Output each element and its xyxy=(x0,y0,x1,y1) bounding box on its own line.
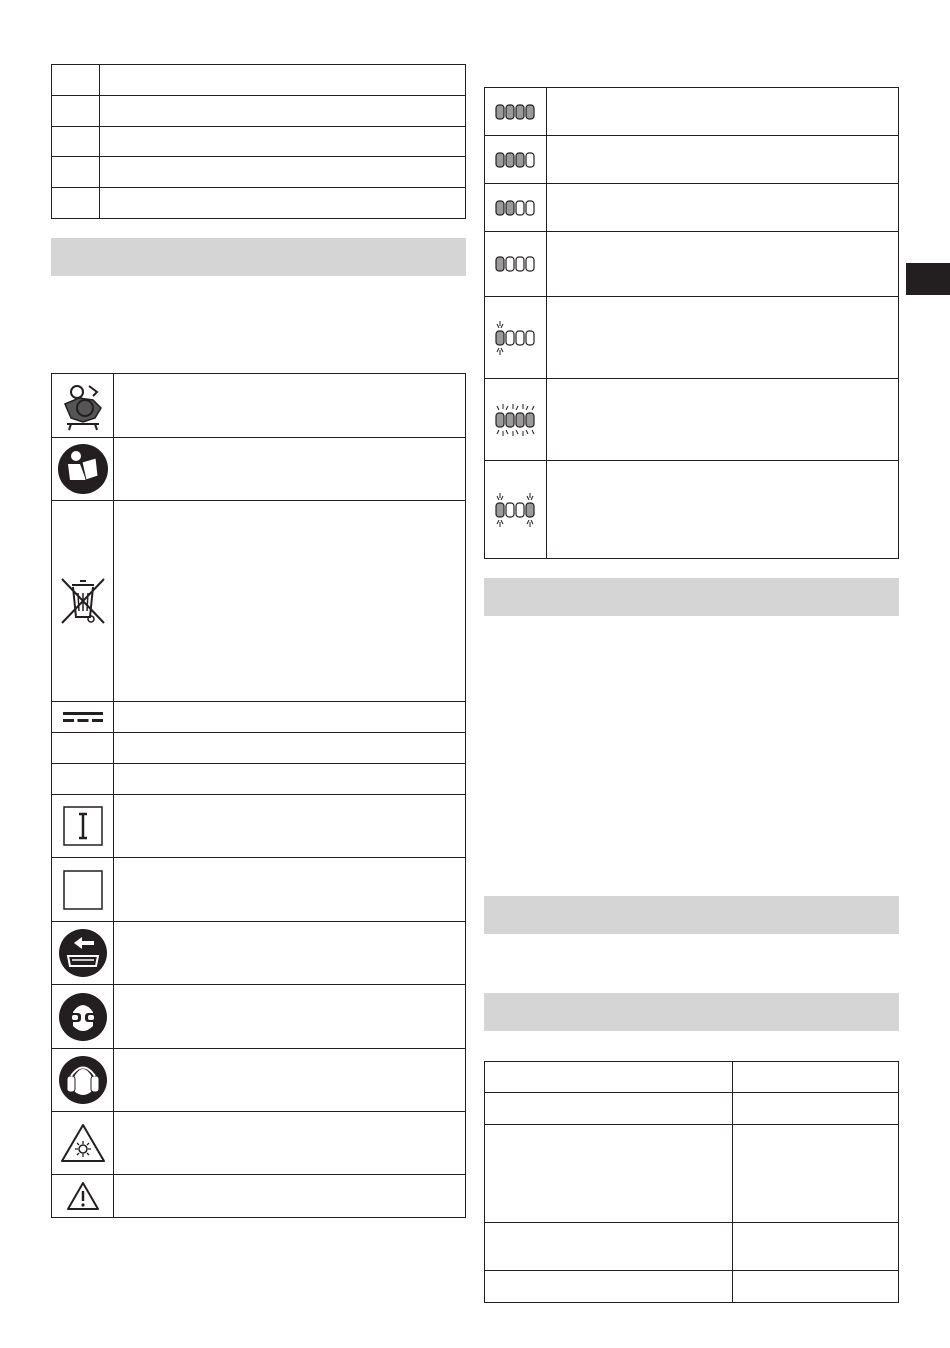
battery-indicator-table xyxy=(484,87,899,559)
section-heading-bar xyxy=(51,238,466,276)
battery-2-lit-icon xyxy=(485,184,547,232)
table-row xyxy=(52,858,466,922)
table-row xyxy=(485,136,899,184)
spec-value xyxy=(733,1062,899,1093)
spec-label xyxy=(485,1093,733,1125)
language-tab-marker xyxy=(906,263,950,295)
table-row xyxy=(52,985,466,1049)
symbol-description xyxy=(114,858,466,922)
table-row xyxy=(52,922,466,985)
battery-3-lit-icon xyxy=(485,136,547,184)
table-row xyxy=(52,157,466,188)
table-row xyxy=(52,188,466,219)
table-row xyxy=(485,184,899,232)
spec-label xyxy=(485,1062,733,1093)
table-cell xyxy=(100,157,466,188)
read-manual-icon xyxy=(52,438,114,501)
table-cell xyxy=(100,65,466,96)
symbol-description xyxy=(114,1175,466,1218)
battery-all-blinking-icon xyxy=(485,379,547,461)
general-warning-icon xyxy=(52,1175,114,1218)
power-on-switch-icon xyxy=(52,795,114,858)
table-row xyxy=(485,379,899,461)
table-row xyxy=(52,65,466,96)
table-cell xyxy=(52,127,100,157)
table-row xyxy=(52,127,466,157)
battery-state-description xyxy=(547,88,899,136)
battery-1-lit-icon xyxy=(485,232,547,297)
symbol-description xyxy=(114,1049,466,1112)
table-row xyxy=(485,461,899,559)
spec-value xyxy=(733,1125,899,1223)
battery-state-description xyxy=(547,461,899,559)
top-left-table xyxy=(51,64,466,219)
table-row xyxy=(52,1049,466,1112)
battery-outer-blinking-icon xyxy=(485,461,547,559)
table-row xyxy=(485,1271,899,1303)
ear-protection-icon xyxy=(52,1049,114,1112)
symbol-description xyxy=(114,438,466,501)
table-row xyxy=(485,232,899,297)
section-heading-bar xyxy=(484,578,899,616)
spec-value xyxy=(733,1223,899,1271)
symbol-description xyxy=(114,795,466,858)
table-cell xyxy=(52,65,100,96)
battery-state-description xyxy=(547,297,899,379)
symbol-description xyxy=(114,702,466,733)
table-row xyxy=(485,1093,899,1125)
symbol-description xyxy=(114,501,466,702)
battery-state-description xyxy=(547,232,899,297)
battery-4-lit-icon xyxy=(485,88,547,136)
symbol-description xyxy=(114,922,466,985)
spec-label xyxy=(485,1223,733,1271)
miter-saw-illustration-icon xyxy=(52,374,114,438)
table-row xyxy=(485,297,899,379)
table-cell xyxy=(100,188,466,219)
symbol-description xyxy=(114,733,466,764)
table-row xyxy=(485,1125,899,1223)
spec-value xyxy=(733,1093,899,1125)
spec-value xyxy=(733,1271,899,1303)
table-row xyxy=(52,501,466,702)
table-row xyxy=(485,88,899,136)
crossed-out-wheelie-bin-icon xyxy=(52,501,114,702)
symbol-description xyxy=(114,374,466,438)
power-off-switch-icon xyxy=(52,858,114,922)
safety-goggles-icon xyxy=(52,985,114,1049)
table-cell xyxy=(52,733,114,764)
symbol-description xyxy=(114,1112,466,1175)
table-row xyxy=(52,795,466,858)
spec-label xyxy=(485,1125,733,1223)
battery-state-description xyxy=(547,379,899,461)
specification-table xyxy=(484,1061,899,1303)
table-row xyxy=(52,702,466,733)
table-row xyxy=(52,438,466,501)
table-cell xyxy=(52,157,100,188)
table-row xyxy=(52,733,466,764)
table-row xyxy=(52,374,466,438)
table-row xyxy=(52,1175,466,1218)
table-row xyxy=(485,1062,899,1093)
table-row xyxy=(52,96,466,127)
table-cell xyxy=(100,96,466,127)
table-cell xyxy=(100,127,466,157)
direct-current-icon xyxy=(52,702,114,733)
table-row xyxy=(52,764,466,795)
table-cell xyxy=(52,188,100,219)
battery-1-blinking-icon xyxy=(485,297,547,379)
section-heading-bar xyxy=(484,896,899,934)
battery-state-description xyxy=(547,136,899,184)
laser-warning-icon xyxy=(52,1112,114,1175)
table-row xyxy=(485,1223,899,1271)
battery-state-description xyxy=(547,184,899,232)
symbol-description xyxy=(114,985,466,1049)
symbol-table xyxy=(51,373,466,1218)
spec-label xyxy=(485,1271,733,1303)
symbol-description xyxy=(114,764,466,795)
remove-battery-icon xyxy=(52,922,114,985)
table-cell xyxy=(52,764,114,795)
table-cell xyxy=(52,96,100,127)
section-heading-bar xyxy=(484,993,899,1031)
table-row xyxy=(52,1112,466,1175)
